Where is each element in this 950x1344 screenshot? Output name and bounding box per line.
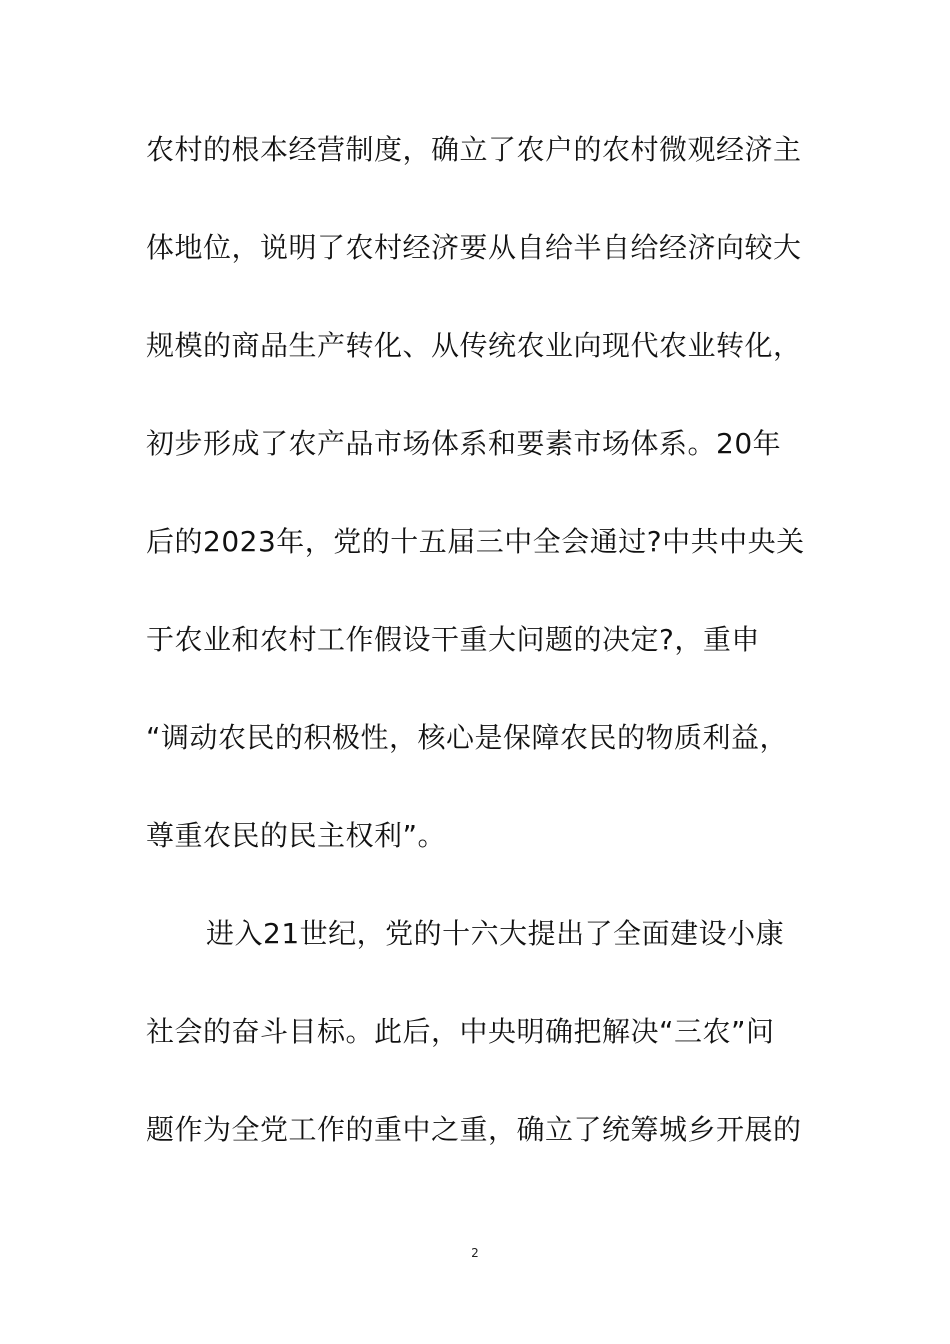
text-line: 初步形成了农产品市场体系和要素市场体系。20年 xyxy=(146,427,782,460)
text-line: 社会的奋斗目标。此后，中央明确把解决“三农”问 xyxy=(146,1015,775,1048)
text-line: 农村的根本经营制度，确立了农户的农村微观经济主 xyxy=(146,133,802,166)
page-number: 2 xyxy=(471,1246,479,1260)
paragraph-start-line: 进入21世纪，党的十六大提出了全面建设小康 xyxy=(206,917,785,950)
text-line: 体地位，说明了农村经济要从自给半自给经济向较大 xyxy=(146,231,802,264)
text-line: “调动农民的积极性，核心是保障农民的物质利益， xyxy=(146,721,789,754)
body-text xyxy=(146,120,806,1198)
text-line: 于农业和农村工作假设干重大问题的决定?，重申 xyxy=(146,623,760,656)
text-line: 尊重农民的民主权利”。 xyxy=(146,819,447,852)
text-line: 后的2023年，党的十五届三中全会通过?中共中央关 xyxy=(146,525,805,558)
text-line: 规模的商品生产转化、从传统农业向现代农业转化， xyxy=(146,329,802,362)
text-line: 题作为全党工作的重中之重，确立了统筹城乡开展的 xyxy=(146,1113,802,1146)
